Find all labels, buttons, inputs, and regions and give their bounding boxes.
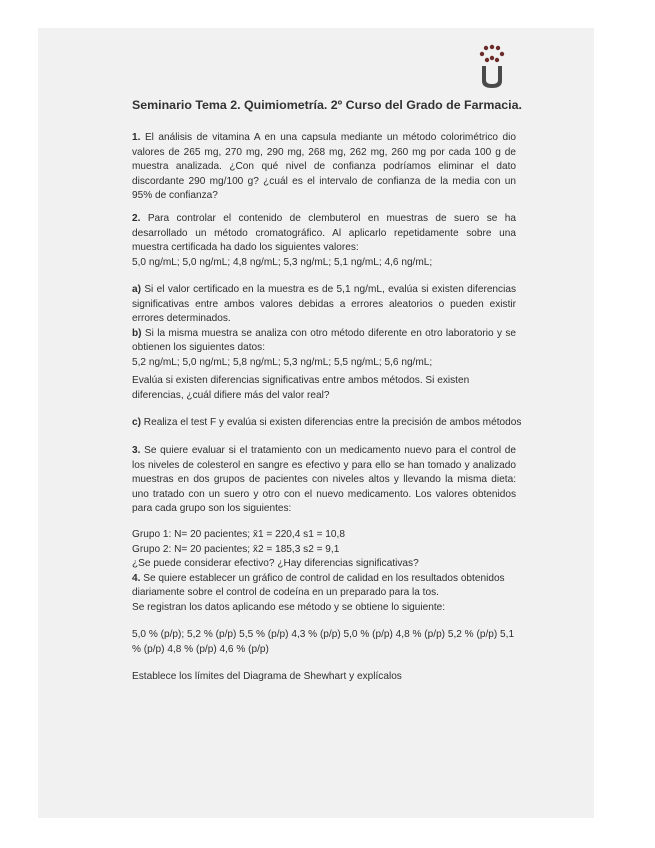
question-1-number: 1. xyxy=(132,132,141,143)
question-3 xyxy=(132,444,516,517)
document-title: Seminario Tema 2. Quimiometría. 2º Curso del Grado de Farmacia. xyxy=(132,98,522,112)
question-4-text-2: Se registran los datos aplicando ese método y se obtiene lo siguiente: xyxy=(132,601,446,613)
university-logo xyxy=(474,44,510,90)
group-2-stats: Grupo 2: N= 20 pacientes; x̄2 = 185,3 s2 = 9,1 xyxy=(132,543,340,555)
question-4-closing-text: Establece los límites del Diagrama de Shewhart y explícalos xyxy=(132,671,402,682)
question-2a-label: a) xyxy=(132,284,141,295)
question-3-groups xyxy=(132,528,516,616)
question-2-evaluate-text: Evalúa si existen diferencias significativas entre ambos métodos. Si existen diferencias, ¿cuál difiere más del valor real? xyxy=(132,375,470,401)
question-2c xyxy=(132,416,522,431)
question-3-number: 3. xyxy=(132,445,141,456)
question-4-number: 4. xyxy=(132,572,141,584)
question-2a-text: Si el valor certificado en la muestra es de 5,1 ng/mL, evalúa si existen diferencias significativas entre ambos valores debidas a errores aleatorios o pueden existir errores determinados. xyxy=(132,284,516,325)
question-2a xyxy=(132,283,516,371)
question-1-text: El análisis de vitamina A en una capsula mediante un método colorimétrico dio valores de 265 mg, 270 mg, 290 mg, 268 mg, 262 mg, 260 mg por cada 100 g de muestra analizada. ¿Con qué nivel de confianza podríamos eliminar el dato discordante 290 mg/100 g? ¿cuál es el intervalo de confianza de la media con un 95% de confianza? xyxy=(132,132,516,202)
question-2b-values: 5,2 ng/mL; 5,0 ng/mL; 5,8 ng/mL; 5,3 ng/mL; 5,5 ng/mL; 5,6 ng/mL; xyxy=(132,356,433,368)
question-3-question: ¿Se puede considerar efectivo? ¿Hay diferencias significativas? xyxy=(132,558,419,570)
group-1-stats: Grupo 1: N= 20 pacientes; x̄1 = 220,4 s1 = 10,8 xyxy=(132,529,345,540)
question-2-evaluate xyxy=(132,374,516,403)
question-3-text: Se quiere evaluar si el tratamiento con un medicamento nuevo para el control de los niveles de colesterol en sangre es efectivo y para ello se han tomado y analizado muestras en dos grupos de pacientes con niveles altos y llevando la misma dieta: uno tratado con un suero y otro con el nuevo medicamento. Los valores obtenidos para cada grupo son los siguientes: xyxy=(132,445,516,515)
question-1 xyxy=(132,131,516,204)
question-4-text: Se quiere establecer un gráfico de control de calidad en los resultados obtenidos diariamente sobre el control de codeína en un preparado para la tos. xyxy=(132,572,505,599)
question-2-text: Para controlar el contenido de clembuterol en muestras de suero se ha desarrollado un método cromatográfico. Al aplicarlo repetidamente sobre una muestra certificada ha dado los siguientes valores: xyxy=(132,213,516,254)
question-2b-label: b) xyxy=(132,327,142,339)
question-2c-text: Realiza el test F y evalúa si existen diferencias entre la precisión de ambos métodos xyxy=(143,417,522,428)
question-4-values-text: 5,0 % (p/p); 5,2 % (p/p) 5,5 % (p/p) 4,3 % (p/p) 5,0 % (p/p) 4,8 % (p/p) 5,2 % (p/p) 5,1 % (p/p) 4,8 % (p/p) 4,6 % (p/p) xyxy=(132,629,515,655)
question-4-values xyxy=(132,628,516,657)
question-2-values: 5,0 ng/mL; 5,0 ng/mL; 4,8 ng/mL; 5,3 ng/mL; 5,1 ng/mL; 4,6 ng/mL; xyxy=(132,256,433,268)
question-2-number: 2. xyxy=(132,213,141,224)
question-2 xyxy=(132,212,516,270)
question-2c-label: c) xyxy=(132,417,141,428)
question-4-closing xyxy=(132,670,516,685)
question-2b-text: Si la misma muestra se analiza con otro método diferente en otro laboratorio y se obtienen los siguientes datos: xyxy=(132,327,517,354)
